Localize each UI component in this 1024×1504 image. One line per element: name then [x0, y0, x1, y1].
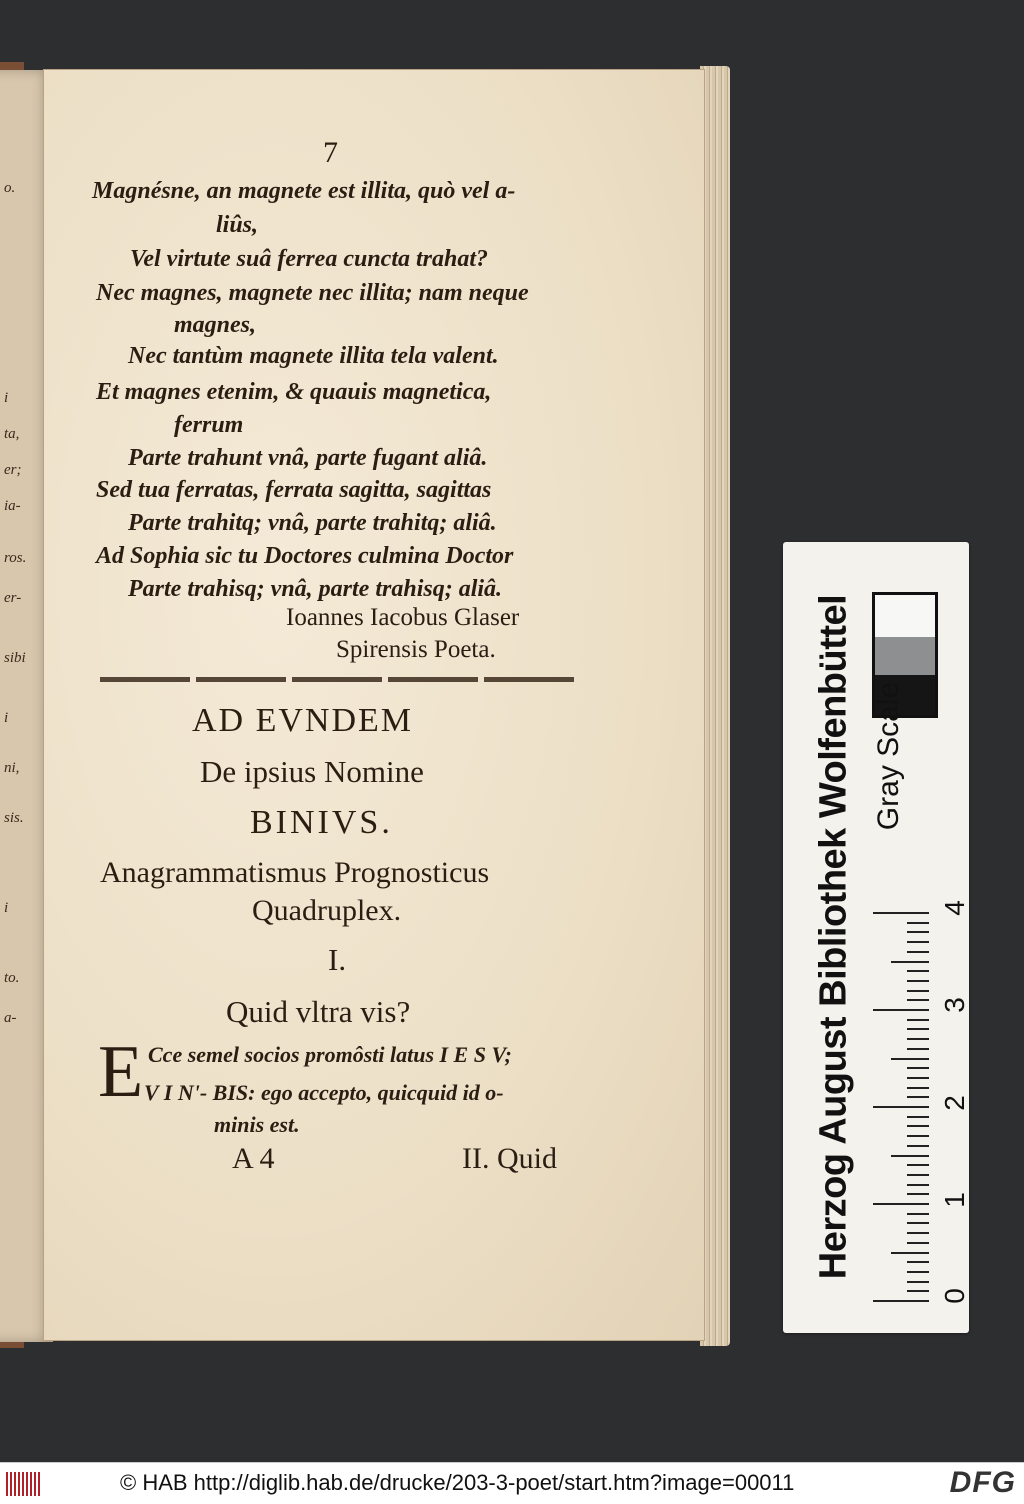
poem-line: liûs, [216, 212, 259, 238]
ruler-tick [907, 951, 929, 953]
ruler [869, 910, 929, 1306]
ruler-tick [891, 961, 929, 963]
left-page-fragment: ros. [4, 550, 27, 566]
left-page-fragment: i [4, 710, 9, 726]
ruler-tick [907, 1184, 929, 1186]
left-page-fragment: ia- [4, 498, 21, 514]
left-page-fragment: sis. [4, 810, 24, 826]
gray-swatch [872, 637, 938, 675]
ruler-tick [907, 990, 929, 992]
ruler-tick [907, 1290, 929, 1292]
ruler-tick [907, 1164, 929, 1166]
left-page-fragment: i [4, 390, 9, 406]
roman-numeral: I. [328, 942, 347, 977]
institution-label: Herzog August Bibliothek Wolfenbüttel [812, 594, 855, 1280]
white-swatch [872, 592, 938, 637]
ruler-tick [873, 912, 929, 914]
ruler-tick [891, 1058, 929, 1060]
footer-bar [0, 1462, 1024, 1504]
poem-line: Ad Sophia sic tu Doctores culmina Doctor [96, 543, 514, 569]
section-title: Anagrammatismus Prognosticus [100, 856, 490, 889]
gray-scale-card [783, 542, 969, 1333]
poem-line: Parte trahitq; vnâ, parte trahitq; aliâ. [128, 510, 497, 536]
ruler-tick [907, 980, 929, 982]
ruler-number: 0 [939, 1288, 970, 1304]
ruler-tick [907, 1077, 929, 1079]
signature-mark: A 4 [232, 1142, 275, 1175]
left-page-fragment: er- [4, 590, 22, 606]
poem-line: magnes, [174, 312, 257, 338]
ruler-tick [907, 922, 929, 924]
gray-scale-label: Gray Scale [872, 681, 905, 831]
ruler-tick [873, 1106, 929, 1108]
left-page-fragment: i [4, 900, 9, 916]
poem-line: Magnésne, an magnete est illita, quò vel a- [92, 178, 516, 204]
ruler-tick [907, 941, 929, 943]
body-line: Cce semel socios promôsti latus I E S V; [148, 1042, 512, 1067]
ruler-tick [873, 1203, 929, 1205]
ruler-number: 3 [939, 997, 970, 1013]
section-title-2: Quadruplex. [252, 894, 402, 927]
ruler-number: 4 [939, 900, 970, 916]
ruler-tick [907, 1174, 929, 1176]
quote: Quid vltra vis? [226, 994, 411, 1029]
ruler-tick [907, 1135, 929, 1137]
drop-cap: E [98, 1031, 144, 1113]
left-page-fragment: o. [4, 180, 16, 196]
ruler-tick [891, 1252, 929, 1254]
author-name: Ioannes Iacobus Glaser [286, 604, 520, 631]
ruler-tick [907, 931, 929, 933]
catchword: II. Quid [462, 1142, 557, 1175]
ruler-tick [907, 999, 929, 1001]
poem-line: Vel virtute suâ ferrea cuncta trahat? [130, 246, 489, 272]
page-edges [700, 66, 730, 1346]
body-line: minis est. [214, 1112, 300, 1137]
ruler-tick [873, 1300, 929, 1302]
left-page-fragment: a- [4, 1010, 17, 1026]
poem-line: Parte trahisq; vnâ, parte trahisq; aliâ. [128, 576, 503, 602]
ruler-tick [907, 1038, 929, 1040]
ruler-tick [907, 1271, 929, 1273]
poem-line: ferrum [174, 412, 244, 438]
ruler-tick [907, 1232, 929, 1234]
ruler-tick [907, 1125, 929, 1127]
ruler-tick [907, 1145, 929, 1147]
divider-rule [100, 677, 576, 682]
ruler-tick [907, 970, 929, 972]
ruler-tick [907, 1096, 929, 1098]
subheading: De ipsius Nomine [200, 754, 424, 789]
ruler-tick [907, 1028, 929, 1030]
ruler-tick [907, 1019, 929, 1021]
left-page-fragment: sibi [4, 650, 26, 666]
ruler-tick [907, 1213, 929, 1215]
ruler-tick [873, 1009, 929, 1011]
ruler-tick [907, 1067, 929, 1069]
ruler-tick [907, 1048, 929, 1050]
page-number: 7 [323, 136, 338, 169]
poem-line: Parte trahunt vnâ, parte fugant aliâ. [128, 445, 488, 471]
hab-logo-icon [6, 1472, 42, 1496]
ruler-tick [907, 1222, 929, 1224]
body-line: V I N'- BIS: ego accepto, quicquid id o- [144, 1080, 504, 1105]
credit-line[interactable]: © HAB http://diglib.hab.de/drucke/203-3-poet/start.htm?image=00011 [120, 1470, 795, 1495]
poem-line: Nec magnes, magnete nec illita; nam neque [96, 280, 529, 306]
left-page-fragment: er; [4, 462, 22, 478]
ruler-tick [907, 1261, 929, 1263]
poem-line: Sed tua ferratas, ferrata sagitta, sagittas [96, 477, 492, 503]
ruler-tick [907, 1087, 929, 1089]
left-page-fragment: to. [4, 970, 20, 986]
ruler-number: 2 [939, 1095, 970, 1111]
left-page-fragment: ni, [4, 760, 20, 776]
dfg-logo: DFG [949, 1466, 1016, 1499]
ruler-tick [907, 1281, 929, 1283]
ruler-tick [907, 1116, 929, 1118]
author-title: Spirensis Poeta. [336, 636, 496, 663]
ruler-tick [891, 1155, 929, 1157]
ruler-number: 1 [939, 1192, 970, 1208]
left-page-fragment: ta, [4, 426, 20, 442]
heading: AD EVNDEM [192, 702, 414, 739]
name-heading: BINIVS. [250, 804, 393, 841]
ruler-tick [907, 1242, 929, 1244]
ruler-tick [907, 1193, 929, 1195]
poem-line: Et magnes etenim, & quauis magnetica, [96, 379, 492, 405]
poem-line: Nec tantùm magnete illita tela valent. [128, 343, 499, 369]
